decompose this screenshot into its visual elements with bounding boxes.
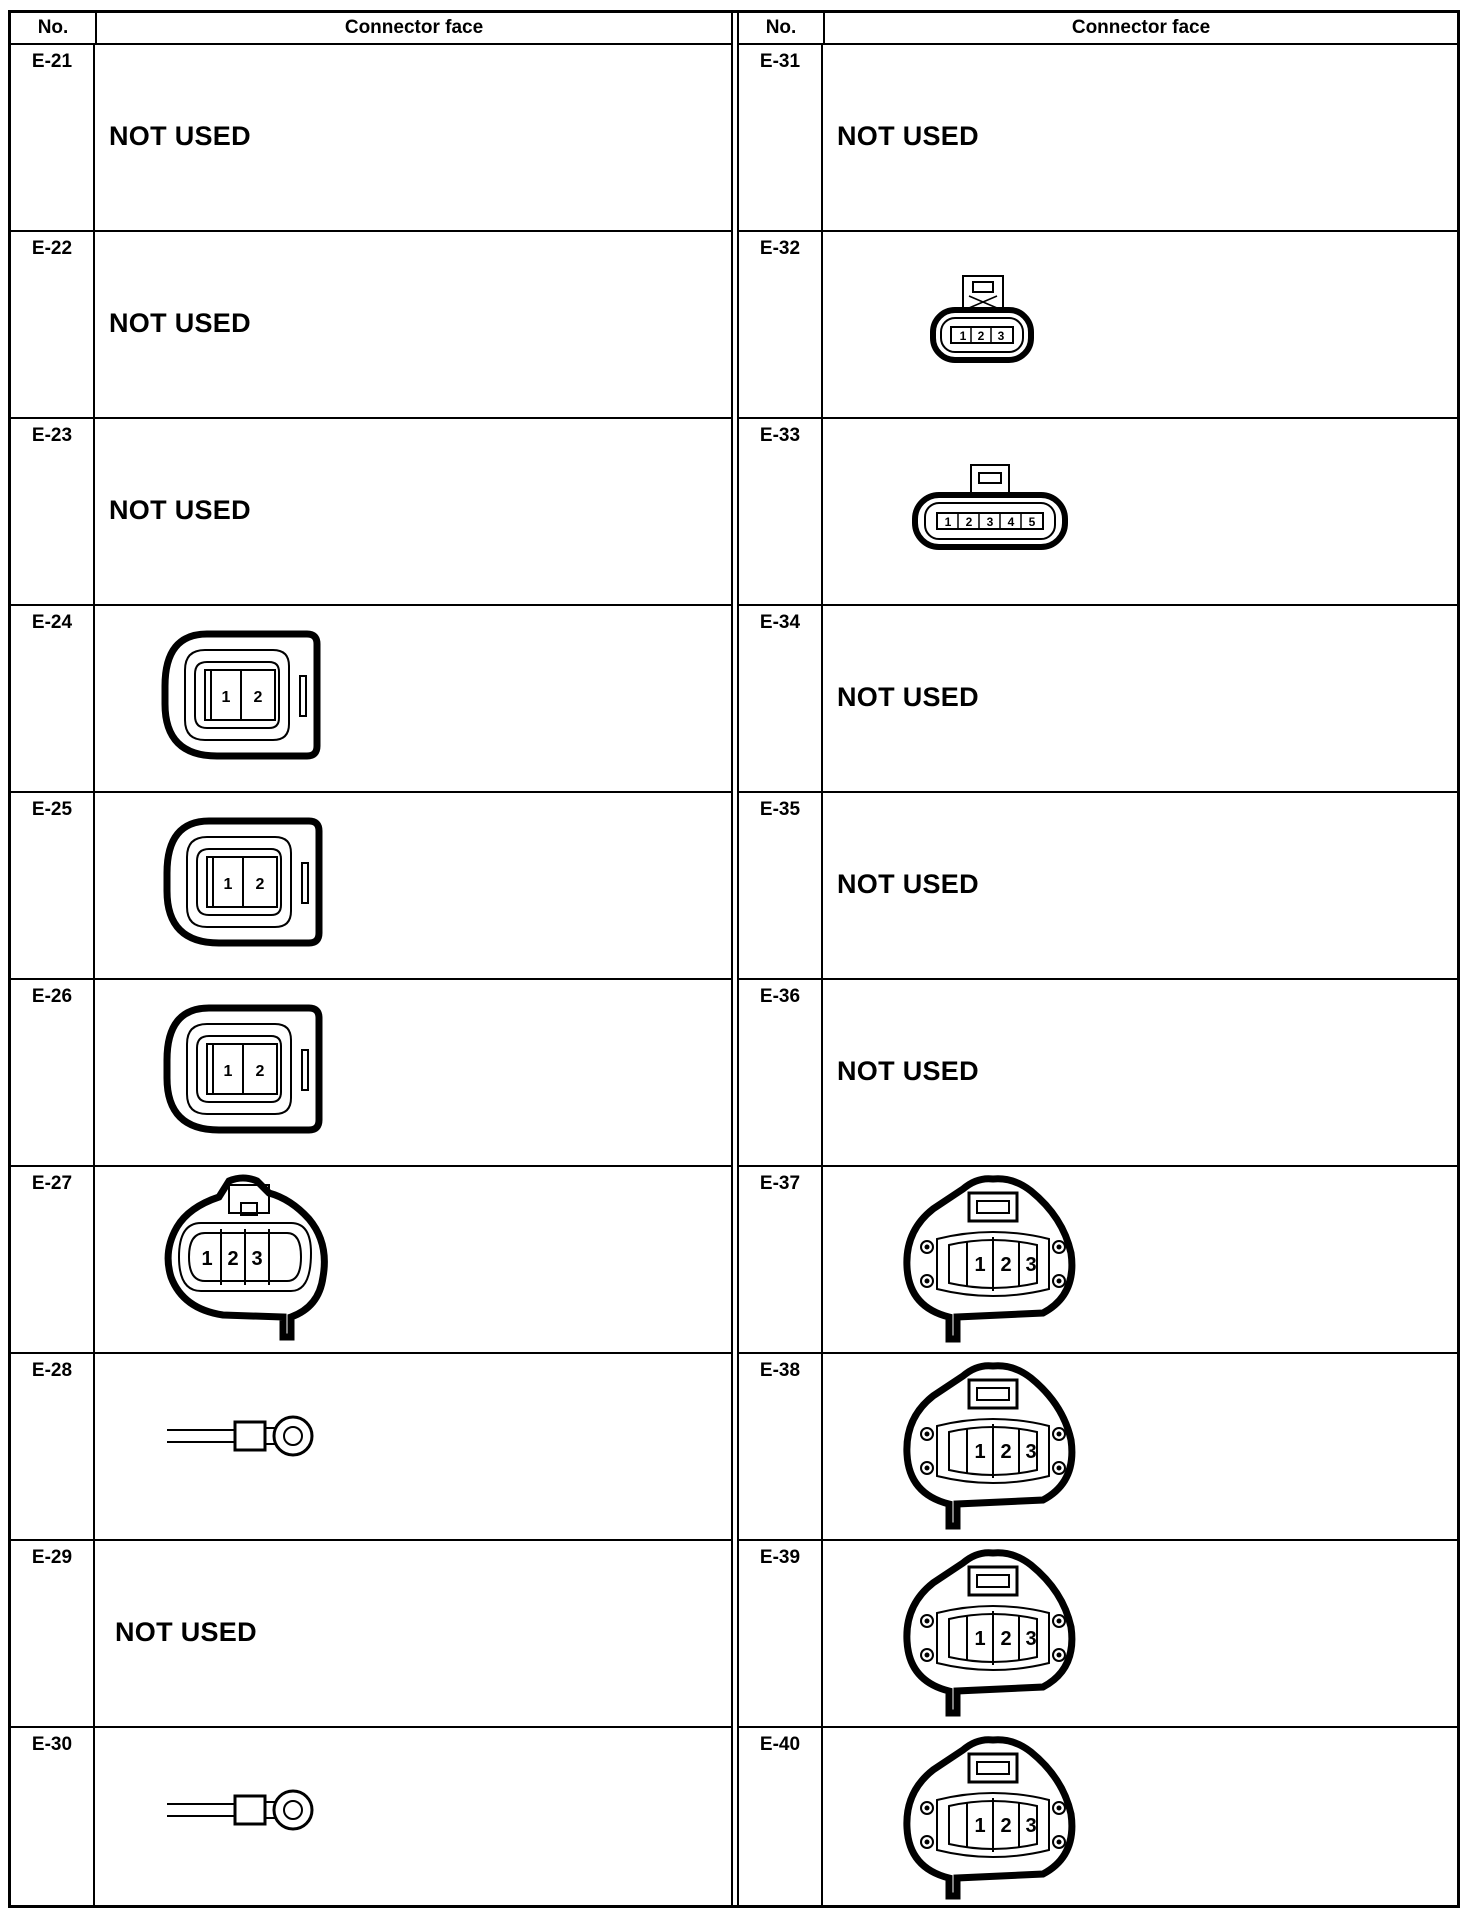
not-used-label: NOT USED (837, 869, 979, 899)
not-used-label: NOT USED (837, 682, 979, 712)
pin-label: 1 (974, 1815, 986, 1837)
table-header (11, 13, 731, 45)
pin-label: 3 (986, 515, 994, 529)
table-right-half (739, 13, 1457, 1905)
table-row (11, 1167, 731, 1354)
pin-label: 2 (227, 1248, 239, 1270)
not-used-label: NOT USED (109, 308, 251, 338)
connector-face-cell (97, 1541, 731, 1726)
table-row (11, 45, 731, 232)
header-no: No. (11, 13, 97, 43)
connector-face-cell (825, 419, 1457, 604)
connector-number: E-27 (11, 1167, 95, 1352)
not-used-label: NOT USED (115, 1617, 257, 1647)
table-row (739, 1167, 1457, 1354)
connector-number: E-23 (11, 419, 95, 604)
table-left-half (11, 13, 731, 1905)
pin-label: 3 (1025, 1815, 1037, 1837)
connector-face-cell (825, 1541, 1457, 1726)
not-used-label: NOT USED (837, 121, 979, 151)
connector-face-cell (97, 793, 731, 978)
connector-2pin-rect-icon (157, 606, 397, 791)
table-row (739, 980, 1457, 1167)
pin-label: 1 (221, 689, 231, 706)
connector-number: E-24 (11, 606, 95, 791)
connector-number: E-28 (11, 1354, 95, 1539)
pin-label: 1 (959, 329, 967, 343)
connector-face-cell (825, 1167, 1457, 1352)
pin-label: 1 (201, 1248, 213, 1270)
table-row (11, 1541, 731, 1728)
connector-face-cell (97, 232, 731, 417)
connector-face-cell (97, 606, 731, 791)
pin-label: 1 (974, 1441, 986, 1463)
not-used-label: NOT USED (109, 121, 251, 151)
pin-label: 2 (965, 515, 973, 529)
connector-number: E-21 (11, 45, 95, 230)
pin-label: 2 (255, 1063, 265, 1080)
connector-3pin-sealed-icon (893, 1167, 1093, 1352)
connector-number: E-35 (739, 793, 823, 978)
connector-face-cell (825, 45, 1457, 230)
ring-terminal-icon (167, 1728, 347, 1905)
header-connector-face: Connector face (1071, 17, 1211, 38)
connector-3pin-sealed-icon (893, 1541, 1093, 1726)
pin-label: 1 (974, 1254, 986, 1276)
pin-label: 2 (1000, 1628, 1012, 1650)
header-connector-face: Connector face (344, 17, 484, 38)
table-row (739, 419, 1457, 606)
connector-3pin-small-icon (925, 232, 1065, 417)
connector-number: E-36 (739, 980, 823, 1165)
table-row (739, 793, 1457, 980)
pin-label: 2 (1000, 1815, 1012, 1837)
connector-face-cell (97, 1354, 731, 1539)
connector-number: E-31 (739, 45, 823, 230)
connector-number: E-40 (739, 1728, 823, 1905)
connector-table (8, 10, 1460, 1908)
table-row (739, 1354, 1457, 1541)
not-used-label: NOT USED (837, 1056, 979, 1086)
connector-5pin-small-icon (909, 419, 1079, 604)
table-row (11, 232, 731, 419)
connector-face-cell (825, 606, 1457, 791)
pin-label: 1 (223, 876, 233, 893)
connector-face-cell (825, 793, 1457, 978)
connector-number: E-32 (739, 232, 823, 417)
connector-number: E-34 (739, 606, 823, 791)
connector-3pin-sealed-icon (893, 1728, 1093, 1905)
pin-label: 3 (997, 329, 1005, 343)
table-row (11, 1354, 731, 1541)
pin-label: 3 (1025, 1628, 1037, 1650)
not-used-label: NOT USED (109, 495, 251, 525)
table-row (11, 419, 731, 606)
connector-face-cell (97, 980, 731, 1165)
connector-face-cell (825, 232, 1457, 417)
connector-number: E-25 (11, 793, 95, 978)
table-row (11, 793, 731, 980)
connector-number: E-33 (739, 419, 823, 604)
connector-3pin-round-icon (159, 1167, 399, 1352)
connector-3pin-sealed-icon (893, 1354, 1093, 1539)
pin-label: 2 (255, 876, 265, 893)
column-divider (731, 13, 739, 1905)
connector-face-cell (825, 1354, 1457, 1539)
pin-label: 2 (977, 329, 985, 343)
table-row (739, 45, 1457, 232)
pin-label: 5 (1028, 515, 1036, 529)
ring-terminal-icon (167, 1354, 347, 1539)
connector-face-cell (97, 1167, 731, 1352)
table-row (11, 1728, 731, 1905)
pin-label: 3 (1025, 1441, 1037, 1463)
pin-label: 3 (251, 1248, 263, 1270)
pin-label: 1 (944, 515, 952, 529)
pin-label: 3 (1025, 1254, 1037, 1276)
table-row (739, 232, 1457, 419)
connector-face-cell (97, 419, 731, 604)
connector-number: E-39 (739, 1541, 823, 1726)
table-row (11, 606, 731, 793)
connector-number: E-37 (739, 1167, 823, 1352)
connector-number: E-22 (11, 232, 95, 417)
pin-label: 2 (253, 689, 263, 706)
connector-face-cell (97, 1728, 731, 1905)
connector-2pin-rect-icon (159, 793, 399, 978)
pin-label: 1 (974, 1628, 986, 1650)
header-no: No. (739, 13, 825, 43)
connector-face-cell (825, 1728, 1457, 1905)
connector-number: E-26 (11, 980, 95, 1165)
pin-label: 1 (223, 1063, 233, 1080)
table-row (739, 606, 1457, 793)
connector-number: E-29 (11, 1541, 95, 1726)
connector-number: E-30 (11, 1728, 95, 1905)
pin-label: 4 (1007, 515, 1015, 529)
connector-2pin-rect-icon (159, 980, 399, 1165)
connector-number: E-38 (739, 1354, 823, 1539)
table-header (739, 13, 1457, 45)
table-row (739, 1728, 1457, 1905)
connector-face-cell (825, 980, 1457, 1165)
connector-face-cell (97, 45, 731, 230)
pin-label: 2 (1000, 1441, 1012, 1463)
pin-label: 2 (1000, 1254, 1012, 1276)
table-row (11, 980, 731, 1167)
table-row (739, 1541, 1457, 1728)
